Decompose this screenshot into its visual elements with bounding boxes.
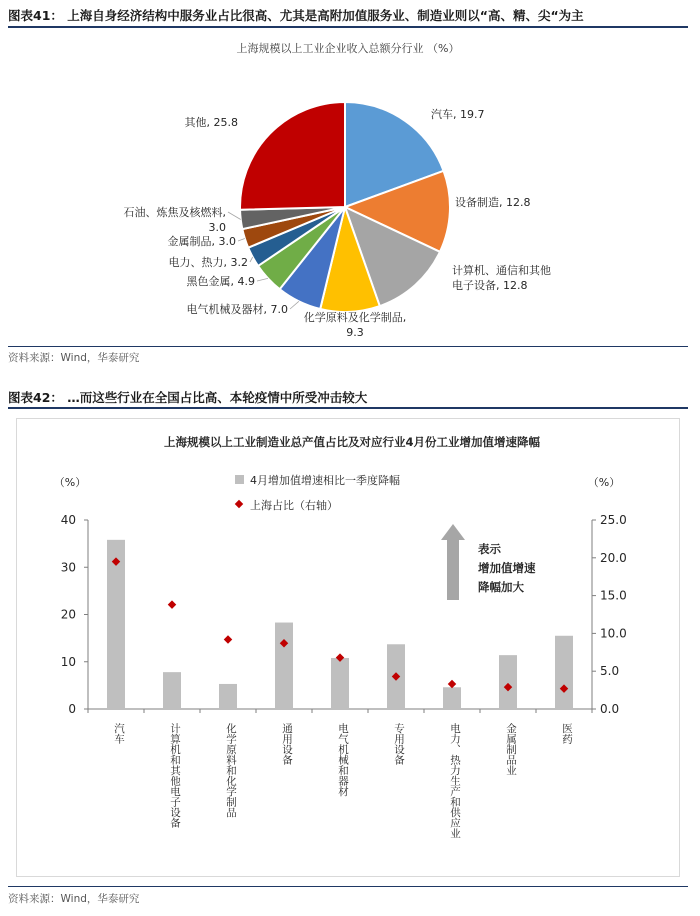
bar-chart bbox=[0, 412, 700, 882]
pie-leader-line bbox=[228, 212, 241, 220]
pie-slice bbox=[240, 102, 345, 210]
x-tick-label: 计算机和其他电子设备 bbox=[169, 723, 181, 828]
bar bbox=[275, 623, 293, 709]
y-right-tick-label: 5.0 bbox=[600, 664, 620, 679]
pie-leader-line bbox=[290, 301, 299, 309]
y-right-tick-label: 10.0 bbox=[600, 626, 627, 641]
pie-slice-label: 其他, 25.8 bbox=[184, 116, 238, 129]
y-left-tick-label: 20 bbox=[60, 607, 76, 622]
bar bbox=[443, 687, 461, 709]
x-tick-label: 电气机械和器材 bbox=[337, 723, 349, 797]
legend-bar-label: 4月增加值增速相比一季度降幅 bbox=[250, 474, 400, 487]
y-right-unit: （%） bbox=[587, 476, 621, 489]
pie-slice-label: 电力、热力, 3.2 bbox=[168, 256, 248, 269]
pie-leader-line bbox=[257, 278, 268, 281]
y-right-tick-label: 15.0 bbox=[600, 588, 627, 603]
x-tick-label: 金属制品业 bbox=[505, 723, 517, 776]
pie-chart-title: 上海规模以上工业企业收入总额分行业 （%） bbox=[236, 42, 460, 55]
pie-slice-label: 化学原料及化学制品, 9.3 bbox=[303, 311, 407, 339]
pie-leader-line bbox=[238, 239, 245, 242]
y-left-tick-label: 40 bbox=[60, 513, 76, 527]
annotation-line-2: 增加值增速 bbox=[478, 561, 536, 575]
y-left-tick-label: 30 bbox=[60, 560, 76, 575]
x-tick-label: 通用设备 bbox=[281, 723, 293, 765]
bar bbox=[555, 636, 573, 709]
figure-41-title: 图表41： 上海自身经济结构中服务业占比很高、尤其是高附加值服务业、制造业则以“高、精、尖“为主 bbox=[8, 8, 584, 23]
legend-bar-swatch bbox=[235, 475, 244, 484]
bar bbox=[331, 658, 349, 709]
x-tick-label: 电力、热力生产和供应业 bbox=[449, 723, 461, 839]
figure-42-source: 资料来源：Wind，华泰研究 bbox=[8, 893, 140, 905]
annotation-line-1: 表示 bbox=[478, 542, 501, 556]
x-tick-label: 专用设备 bbox=[393, 723, 405, 765]
pie-slice-label: 金属制品, 3.0 bbox=[167, 235, 236, 248]
arrow-icon bbox=[441, 524, 465, 600]
pie-slice-label: 电气机械及器材, 7.0 bbox=[186, 303, 288, 316]
pie-slice-label: 汽车, 19.7 bbox=[431, 108, 485, 121]
y-right-tick-label: 20.0 bbox=[600, 550, 627, 565]
annotation-line-3: 降幅加大 bbox=[478, 580, 524, 594]
x-tick-label: 汽车 bbox=[113, 723, 125, 744]
bar bbox=[499, 655, 517, 709]
y-left-unit: （%） bbox=[53, 476, 87, 489]
pie-slice-label: 黑色金属, 4.9 bbox=[186, 275, 255, 288]
figure-41-bottom-rule bbox=[8, 346, 688, 347]
pie-leader-line bbox=[250, 257, 253, 262]
legend-marker-swatch bbox=[235, 500, 243, 508]
pie-slice-label: 设备制造, 12.8 bbox=[455, 196, 531, 209]
share-marker bbox=[224, 635, 232, 643]
figure-41-source: 资料来源：Wind，华泰研究 bbox=[8, 352, 140, 364]
figure-42-top-rule bbox=[8, 407, 688, 409]
x-tick-label: 医药 bbox=[561, 723, 573, 744]
share-marker bbox=[168, 600, 176, 608]
pie-slice-label: 计算机、通信和其他电子设备, 12.8 bbox=[452, 264, 551, 292]
y-left-tick-label: 10 bbox=[60, 654, 76, 669]
bar bbox=[219, 684, 237, 709]
pie-chart bbox=[0, 28, 700, 344]
bar-chart-title: 上海规模以上工业制造业总产值占比及对应行业4月份工业增加值增速降幅 bbox=[164, 435, 540, 449]
pie-slice-label: 石油、炼焦及核燃料, 3.0 bbox=[123, 206, 226, 234]
bar bbox=[163, 672, 181, 709]
x-tick-label: 化学原料和化学制品 bbox=[225, 723, 237, 818]
figure-42-bottom-rule bbox=[8, 886, 688, 887]
figure-42-title: 图表42： …而这些行业在全国占比高、本轮疫情中所受冲击较大 bbox=[8, 390, 368, 405]
share-marker bbox=[448, 680, 456, 688]
y-left-tick-label: 0 bbox=[68, 702, 76, 716]
y-right-tick-label: 25.0 bbox=[600, 513, 627, 527]
y-right-tick-label: 0.0 bbox=[600, 702, 620, 716]
legend-marker-label: 上海占比（右轴） bbox=[250, 499, 338, 512]
